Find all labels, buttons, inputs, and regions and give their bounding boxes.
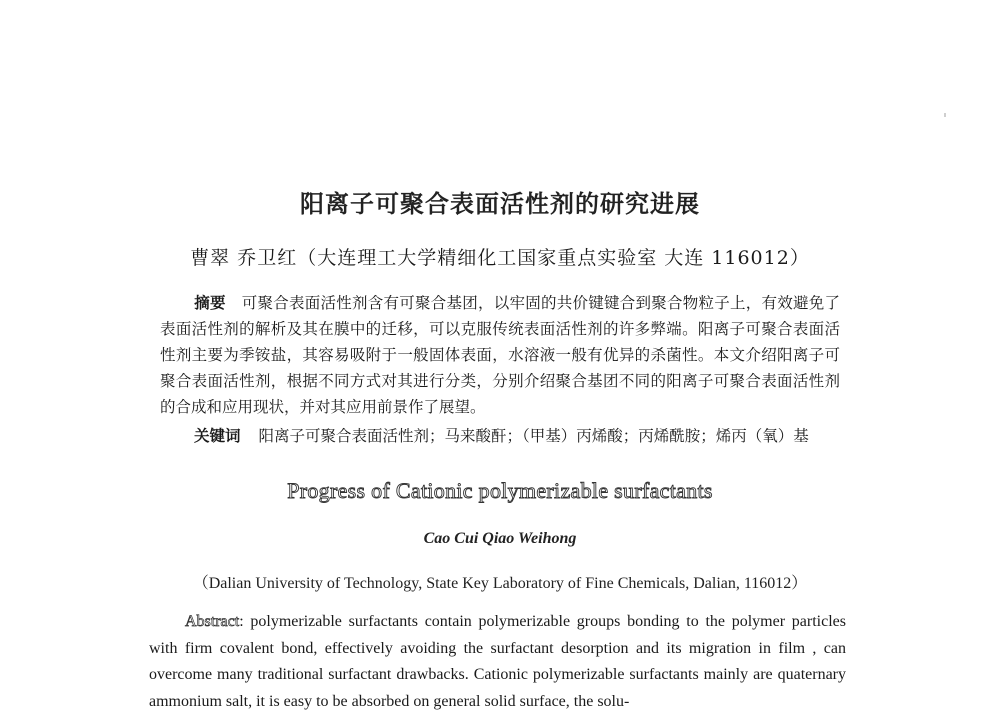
abstract-label-english: Abstract (185, 613, 240, 630)
authors-chinese: 曹翠 乔卫红（大连理工大学精细化工国家重点实验室 大连 116012） (190, 247, 810, 269)
keywords-label-chinese: 关键词 (194, 427, 241, 445)
authors-english: Cao Cui Qiao Weihong (423, 530, 577, 547)
keywords-chinese (194, 424, 844, 446)
abstract-separator: : (239, 613, 251, 630)
affiliation-english: （Dalian University of Technology, State Key Laboratory of Fine Chemicals, Dalian, 116012） (192, 575, 808, 592)
scan-speck (944, 113, 946, 117)
abstract-text-english: polymerizable surfactants contain polymerizable groups bonding to the polymer particles with firm covalent bond, effectively avoiding the surfactant desorption and its migration in film , can overcome many traditional surfactant drawbacks. Cationic polymerizable surfactants mainly are quaternary ammonium salt, it is easy to be absorbed on general solid surface, the solu- (149, 613, 846, 710)
keywords-text-chinese: 阳离子可聚合表面活性剂；马来酸酐；（甲基）丙烯酸；丙烯酰胺；烯丙（氧）基 (258, 427, 809, 445)
abstract-chinese (160, 290, 840, 420)
paper-title-chinese: 阳离子可聚合表面活性剂的研究进展 (300, 190, 700, 218)
abstract-text-chinese: 可聚合表面活性剂含有可聚合基团，以牢固的共价键键合到聚合物粒子上，有效避免了表面活性剂的解析及其在膜中的迁移，可以克服传统表面活性剂的许多弊端。阳离子可聚合表面活性剂主要为季铵盐，其容易吸附于一般固体表面，水溶液一般有优异的杀菌性。本文介绍阳离子可聚合表面活性剂，根据不同方式对其进行分类，分别介绍聚合基团不同的阳离子可聚合表面活性剂的合成和应用现状，并对其应用前景作了展望。 (160, 294, 840, 416)
abstract-english (149, 609, 846, 715)
paper-title-english: Progress of Cationic polymerizable surfactants (287, 478, 713, 503)
abstract-label-chinese: 摘要 (194, 294, 226, 312)
